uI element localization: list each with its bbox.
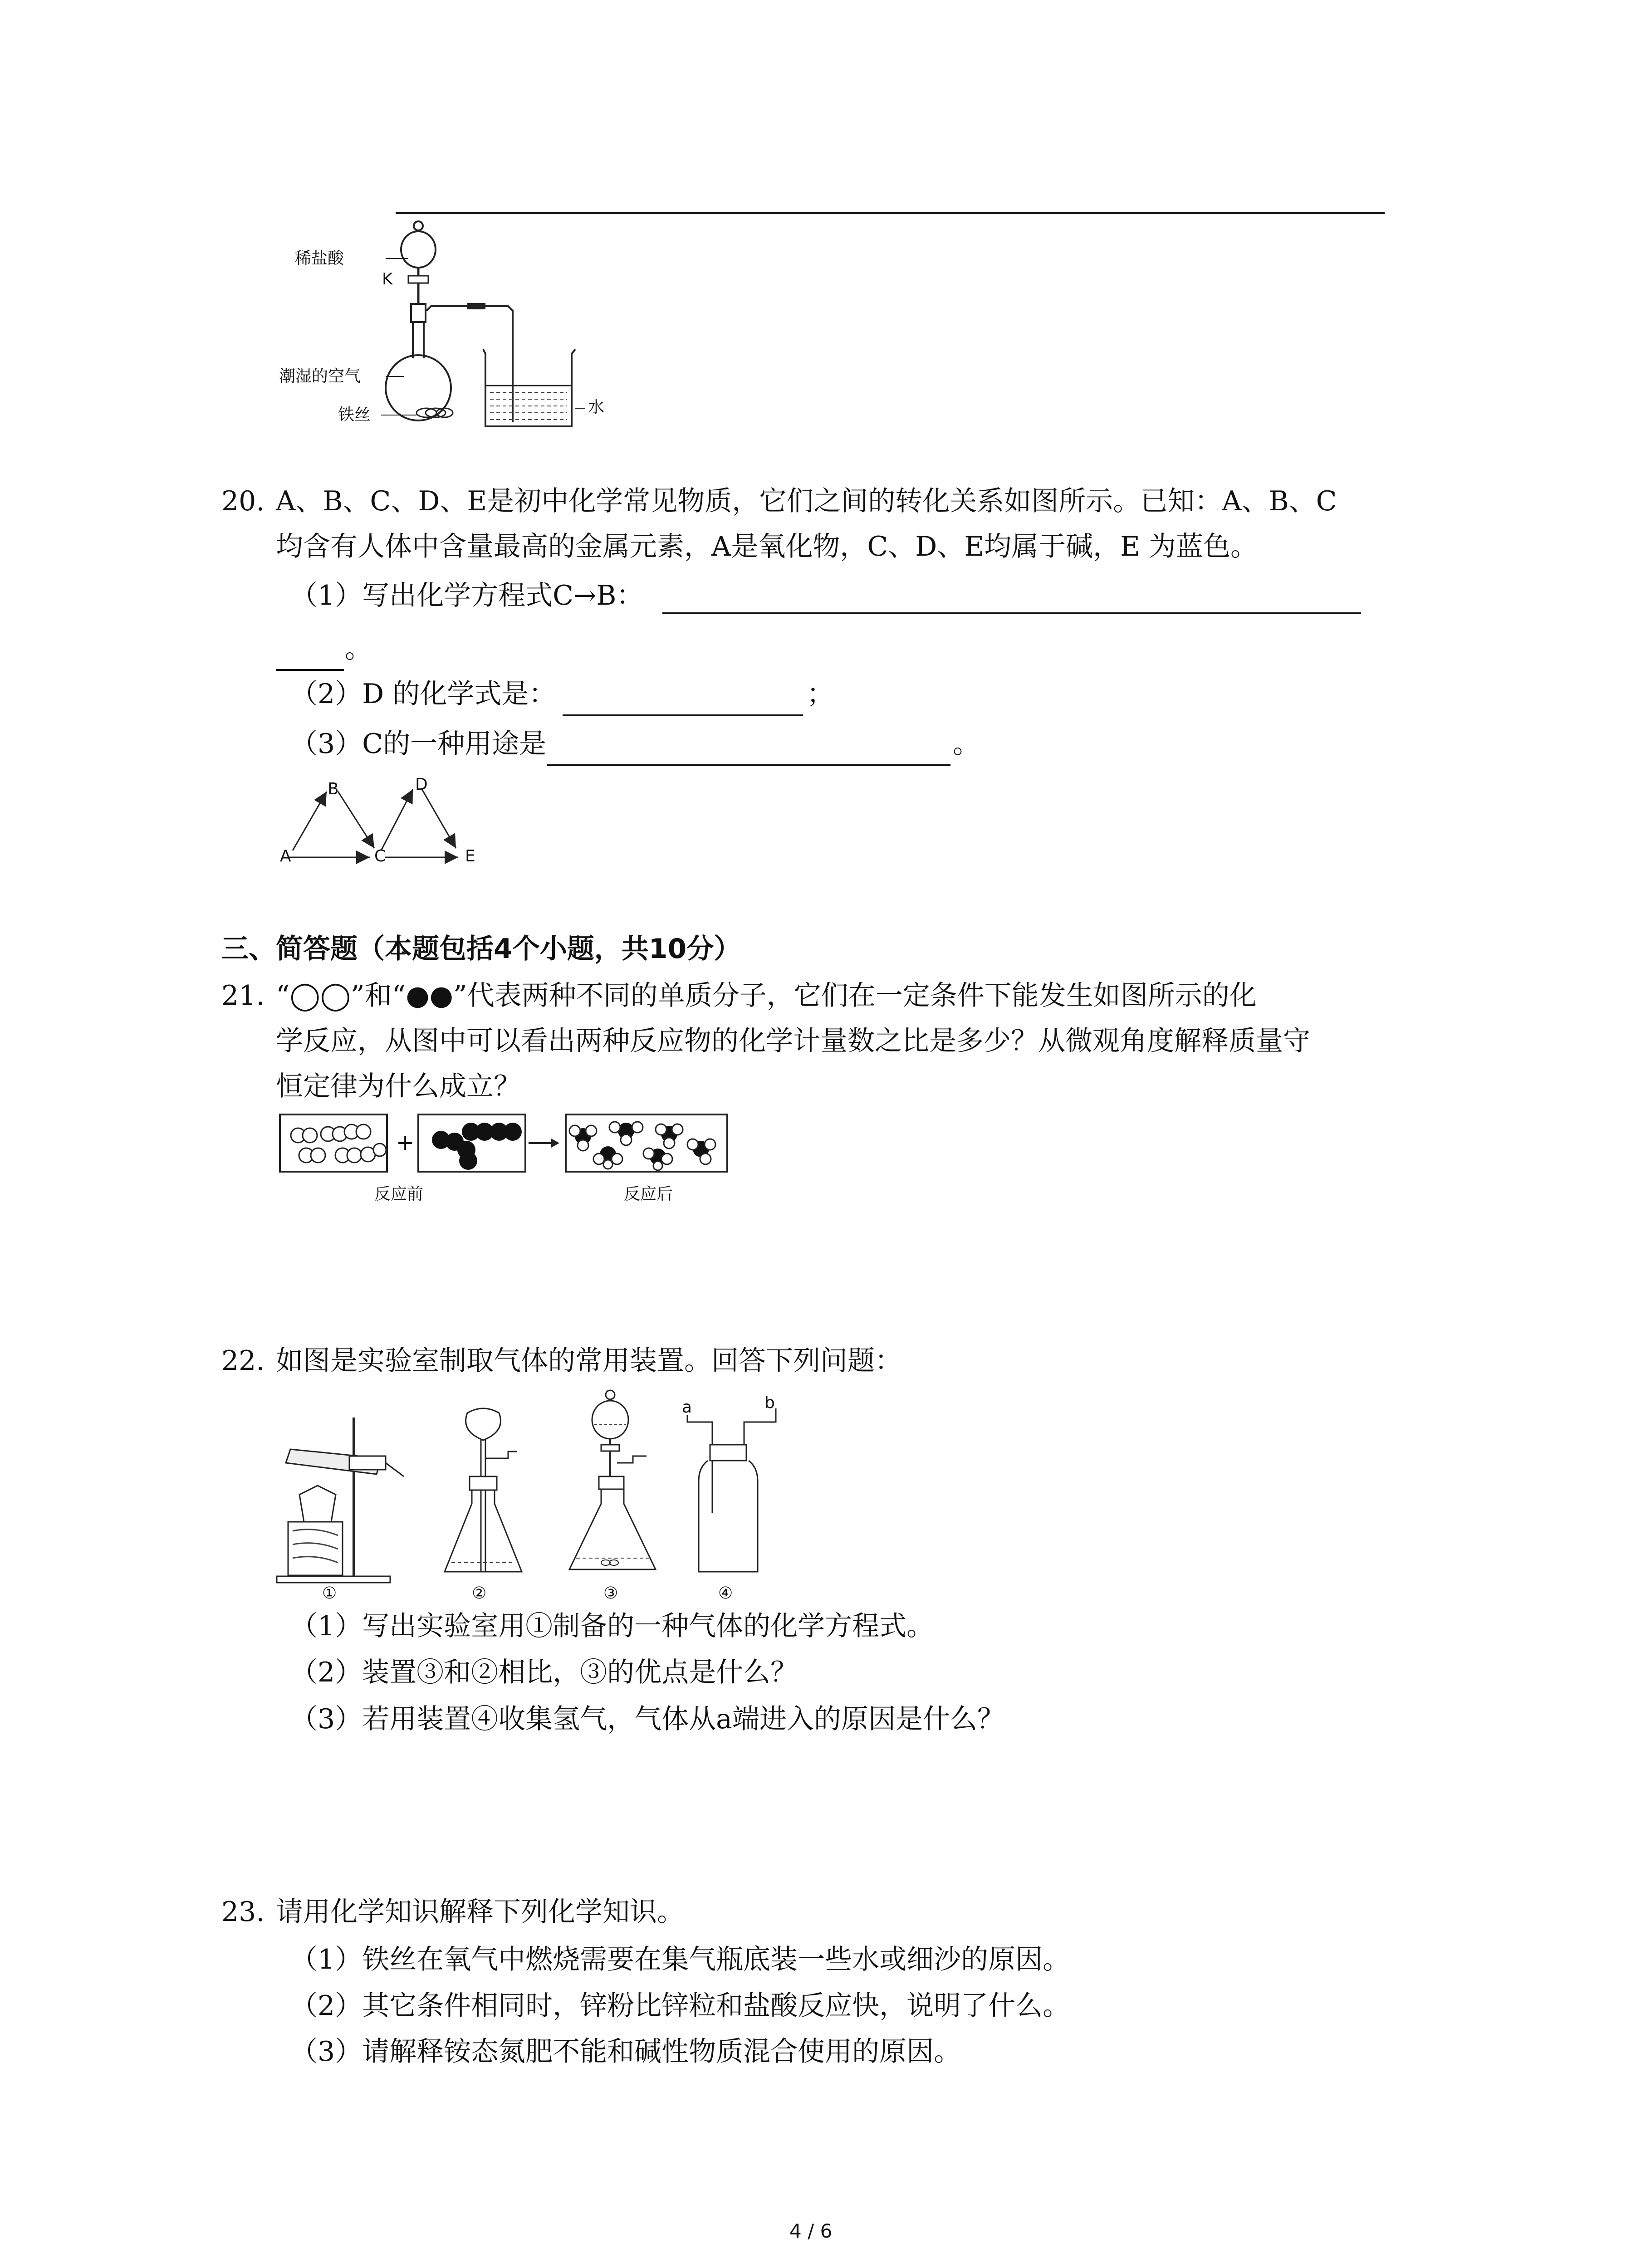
q23-number: 23. bbox=[221, 1896, 265, 1928]
q22-stem: 如图是实验室制取气体的常用装置。回答下列问题： bbox=[276, 1345, 902, 1377]
apparatus-label-4: ④ bbox=[718, 1584, 733, 1603]
q21-line2: 学反应，从图中可以看出两种反应物的化学计量数之比是多少？从微观角度解释质量守 bbox=[276, 1025, 1310, 1057]
apparatus-3 bbox=[560, 1388, 669, 1569]
label-moist-air: 潮湿的空气 bbox=[279, 367, 361, 386]
section-3-heading: 三、简答题（本题包括4个小题，共10分） bbox=[221, 933, 741, 965]
page-number: 4 / 6 bbox=[789, 2220, 833, 2242]
apparatus-1 bbox=[272, 1404, 417, 1585]
q20-part1-text: （1）写出化学方程式C→B： bbox=[290, 580, 644, 611]
port-b-label: b bbox=[764, 1393, 775, 1412]
q22-part2: （2）装置③和②相比，③的优点是什么？ bbox=[290, 1657, 798, 1688]
q20-part2 bbox=[290, 680, 556, 708]
label-iron-wire: 铁丝 bbox=[338, 406, 371, 424]
product-box bbox=[565, 1114, 728, 1173]
label-valve-k: K bbox=[382, 270, 393, 288]
apparatus-label-1: ① bbox=[322, 1584, 337, 1603]
apparatus-4 bbox=[681, 1404, 780, 1585]
node-b: B bbox=[328, 780, 339, 798]
q21-line1: “◯◯”和“●●”代表两种不同的单质分子，它们在一定条件下能发生如图所示的化 bbox=[276, 980, 1257, 1012]
q21-line3: 恒定律为什么成立？ bbox=[276, 1070, 521, 1102]
node-d: D bbox=[415, 775, 428, 794]
q20-stem-line1: A、B、C、D、E是初中化学常见物质，它们之间的转化关系如图所示。已知：A、B、C bbox=[276, 485, 1337, 517]
q21-number: 21. bbox=[221, 980, 265, 1012]
q22-part1: （1）写出实验室用①制备的一种气体的化学方程式。 bbox=[290, 1610, 934, 1642]
apparatus-2 bbox=[436, 1404, 535, 1585]
reaction-arrow bbox=[529, 1136, 560, 1150]
reactant-box-solid bbox=[417, 1114, 526, 1173]
q20-part2-blank[interactable] bbox=[563, 714, 803, 716]
q20-part3-end: 。 bbox=[953, 728, 980, 760]
q23-part2: （2）其它条件相同时，锌粉比锌粒和盐酸反应快，说明了什么。 bbox=[290, 1990, 1070, 2022]
node-a: A bbox=[280, 847, 291, 865]
q20-part3-text: （3）C的一种用途是 bbox=[290, 728, 547, 760]
label-dilute-hcl: 稀盐酸 bbox=[295, 249, 344, 268]
q20-part1-blank-cont[interactable] bbox=[276, 669, 344, 671]
q23-stem: 请用化学知识解释下列化学知识。 bbox=[276, 1896, 684, 1928]
label-before-reaction: 反应前 bbox=[374, 1185, 424, 1203]
node-e: E bbox=[465, 847, 475, 865]
q20-part2-text: （2）D 的化学式是： bbox=[290, 678, 556, 710]
node-c: C bbox=[374, 847, 386, 865]
q20-part1-end: 。 bbox=[345, 633, 372, 665]
q20-part1-blank[interactable] bbox=[662, 612, 1361, 614]
q20-part3 bbox=[290, 730, 546, 758]
q20-number: 20. bbox=[221, 485, 265, 517]
reactant-box-hollow bbox=[279, 1114, 388, 1173]
q22-number: 22. bbox=[221, 1345, 265, 1377]
q20-part2-end: ； bbox=[807, 678, 834, 710]
label-after-reaction: 反应后 bbox=[624, 1185, 673, 1203]
q22-part3: （3）若用装置④收集氢气，气体从a端进入的原因是什么？ bbox=[290, 1703, 1004, 1735]
label-water: 水 bbox=[588, 398, 605, 416]
apparatus-label-3: ③ bbox=[603, 1584, 618, 1603]
q20-part3-blank[interactable] bbox=[547, 764, 950, 766]
port-a-label: a bbox=[682, 1398, 692, 1417]
apparatus-label-2: ② bbox=[472, 1584, 487, 1603]
q23-part1: （1）铁丝在氧气中燃烧需要在集气瓶底装一些水或细沙的原因。 bbox=[290, 1944, 1070, 1975]
plus-sign: + bbox=[396, 1130, 415, 1155]
q19-apparatus-diagram bbox=[272, 213, 635, 449]
q20-stem-line2: 均含有人体中含量最高的金属元素，A是氧化物，C、D、E均属于碱，E 为蓝色。 bbox=[276, 531, 1258, 562]
q23-part3: （3）请解释铵态氮肥不能和碱性物质混合使用的原因。 bbox=[290, 2036, 961, 2068]
q20-part1 bbox=[290, 582, 643, 609]
